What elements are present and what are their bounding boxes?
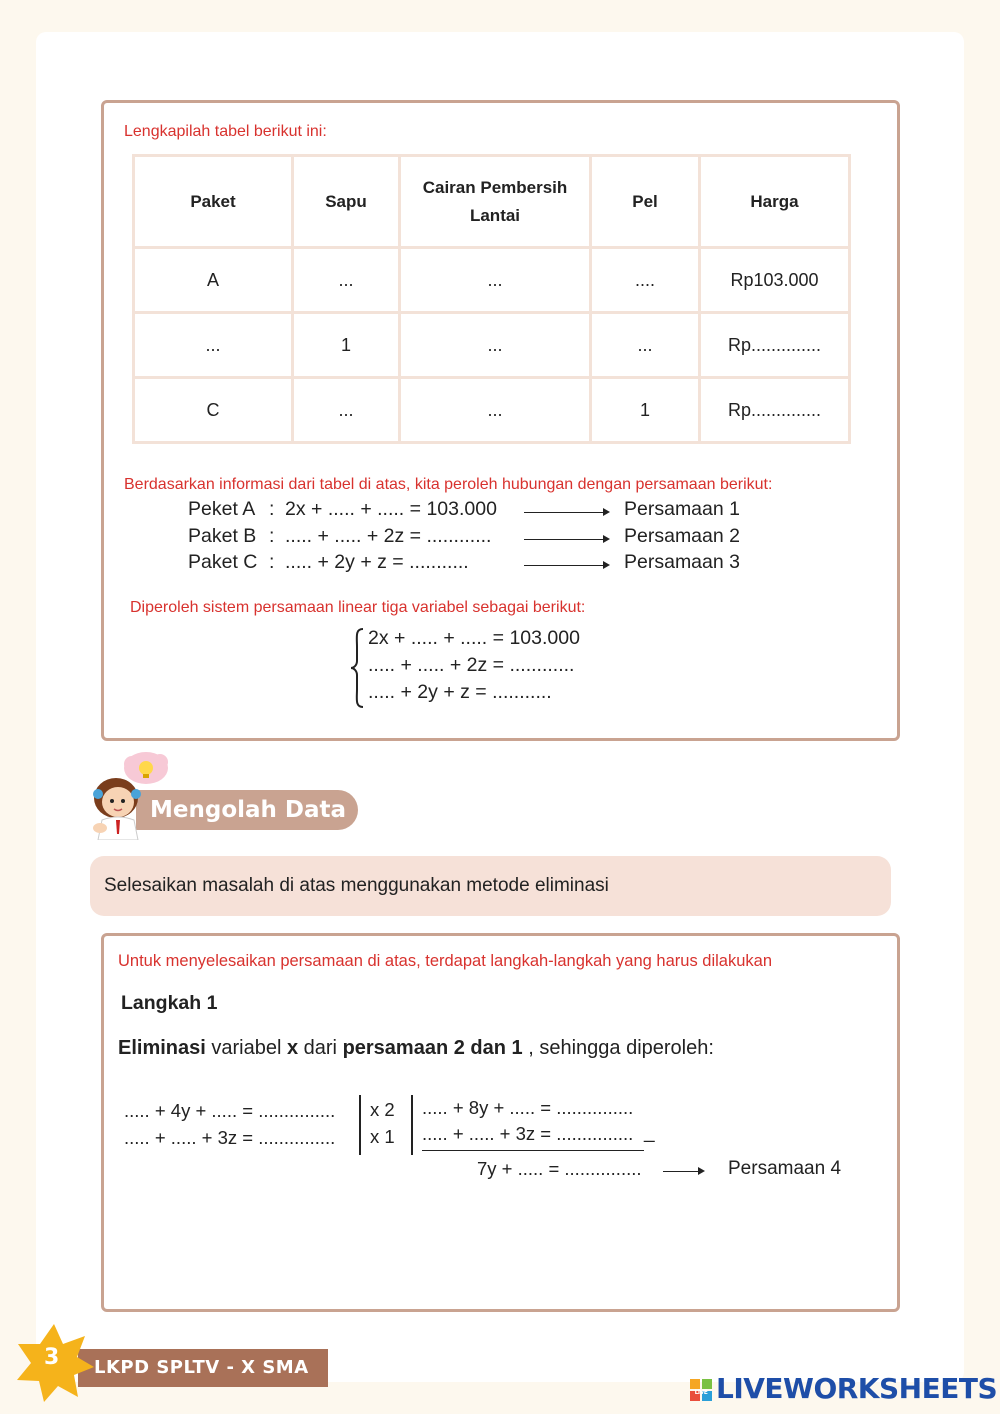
header-pel: Pel bbox=[591, 156, 700, 248]
relation-result-b: Persamaan 2 bbox=[624, 525, 740, 547]
cell-paket[interactable]: A bbox=[134, 248, 293, 313]
relation-expr-a[interactable]: 2x + ..... + ..... = 103.000 bbox=[285, 498, 497, 520]
cell-pel[interactable]: .... bbox=[591, 248, 700, 313]
table-row bbox=[134, 313, 850, 378]
multiplier-1: x 2 bbox=[370, 1099, 395, 1120]
cell-sapu[interactable]: 1 bbox=[293, 313, 400, 378]
cell-cairan[interactable]: ... bbox=[400, 378, 591, 443]
step-description bbox=[118, 1037, 714, 1060]
minus-sign: _ bbox=[644, 1122, 655, 1143]
relation-colon-c: : bbox=[269, 551, 275, 573]
system-brace-icon bbox=[349, 627, 365, 709]
relation-intro: Berdasarkan informasi dari tabel di atas, kita peroleh hubungan dengan persamaan berikut: bbox=[124, 476, 773, 493]
header-harga: Harga bbox=[700, 156, 850, 248]
relation-label-b: Paket B bbox=[188, 525, 257, 547]
relation-label-c: Paket C bbox=[188, 551, 258, 573]
table-row bbox=[134, 248, 850, 313]
cell-pel[interactable]: 1 bbox=[591, 378, 700, 443]
elimination-section-box bbox=[101, 933, 900, 1312]
relation-result-a: Persamaan 1 bbox=[624, 498, 740, 520]
header-cairan bbox=[400, 156, 591, 248]
steps-intro: Untuk menyelesaikan persamaan di atas, terdapat langkah-langkah yang harus dilakukan bbox=[118, 952, 772, 970]
cell-cairan[interactable]: ... bbox=[400, 248, 591, 313]
step-desc-text: , sehingga diperoleh: bbox=[522, 1037, 714, 1059]
relation-result-c: Persamaan 3 bbox=[624, 551, 740, 573]
table-section-box bbox=[101, 100, 900, 741]
relation-expr-b[interactable]: ..... + ..... + 2z = ............ bbox=[285, 525, 492, 547]
brand-mark-text: LIVE bbox=[694, 1389, 708, 1396]
step-desc-variable: x bbox=[286, 1037, 299, 1059]
step-desc-text: variabel bbox=[205, 1037, 287, 1059]
step-desc-eliminasi: Eliminasi bbox=[118, 1037, 206, 1059]
page-number: 3 bbox=[44, 1345, 60, 1370]
header-sapu: Sapu bbox=[293, 156, 400, 248]
right-eq-2[interactable]: ..... + ..... + 3z = ............... bbox=[422, 1123, 634, 1144]
system-eq-3[interactable]: ..... + 2y + z = ........... bbox=[368, 681, 552, 703]
liveworksheets-logo bbox=[690, 1370, 997, 1408]
right-eq-1[interactable]: ..... + 8y + ..... = ............... bbox=[422, 1097, 634, 1118]
footer-title: LKPD SPLTV - X SMA bbox=[78, 1349, 328, 1387]
arrow-icon bbox=[524, 539, 608, 540]
system-eq-2[interactable]: ..... + ..... + 2z = ............ bbox=[368, 654, 575, 676]
cell-sapu[interactable]: ... bbox=[293, 248, 400, 313]
left-eq-2[interactable]: ..... + ..... + 3z = ............... bbox=[124, 1127, 336, 1148]
header-cairan-line1: Cairan Pembersih bbox=[422, 177, 568, 197]
step-title: Langkah 1 bbox=[121, 992, 218, 1014]
brand-grid-icon bbox=[690, 1379, 712, 1401]
cell-harga[interactable]: Rp103.000 bbox=[700, 248, 850, 313]
table-header-row bbox=[134, 156, 850, 248]
relation-colon-a: : bbox=[269, 498, 275, 520]
arrow-icon bbox=[524, 565, 608, 566]
student-thinking-icon bbox=[88, 748, 176, 840]
table-row bbox=[134, 378, 850, 443]
cell-paket[interactable]: ... bbox=[134, 313, 293, 378]
system-intro: Diperoleh sistem persamaan linear tiga variabel sebagai berikut: bbox=[130, 599, 586, 616]
arrow-icon bbox=[524, 512, 608, 513]
result-eq[interactable]: 7y + ..... = ............... bbox=[477, 1158, 642, 1179]
step-desc-text: dari bbox=[298, 1037, 343, 1059]
result-label: Persamaan 4 bbox=[728, 1158, 842, 1179]
divider bbox=[359, 1095, 361, 1155]
table-instruction: Lengkapilah tabel berikut ini: bbox=[124, 123, 327, 140]
task-instruction: Selesaikan masalah di atas menggunakan metode eliminasi bbox=[90, 856, 891, 916]
system-eq-1[interactable]: 2x + ..... + ..... = 103.000 bbox=[368, 627, 580, 649]
multiplier-2: x 1 bbox=[370, 1126, 395, 1147]
relation-colon-b: : bbox=[269, 525, 275, 547]
sum-line bbox=[422, 1150, 644, 1151]
step-desc-equations: persamaan 2 dan 1 bbox=[342, 1037, 523, 1059]
brand-mark-icon bbox=[690, 1379, 712, 1401]
header-cairan-line2: Lantai bbox=[469, 205, 521, 225]
cell-pel[interactable]: ... bbox=[591, 313, 700, 378]
arrow-icon bbox=[663, 1171, 703, 1172]
cell-cairan[interactable]: ... bbox=[400, 313, 591, 378]
divider bbox=[411, 1095, 413, 1155]
package-table bbox=[132, 154, 851, 444]
cell-paket[interactable]: C bbox=[134, 378, 293, 443]
cell-sapu[interactable]: ... bbox=[293, 378, 400, 443]
cell-harga[interactable]: Rp.............. bbox=[700, 378, 850, 443]
cell-harga[interactable]: Rp.............. bbox=[700, 313, 850, 378]
relation-label-a: Peket A bbox=[188, 498, 256, 520]
section-title-mengolah-data: Mengolah Data bbox=[136, 790, 358, 830]
header-paket: Paket bbox=[134, 156, 293, 248]
left-eq-1[interactable]: ..... + 4y + ..... = ............... bbox=[124, 1100, 336, 1121]
brand-name: LIVEWORKSHEETS bbox=[716, 1372, 998, 1405]
relation-expr-c[interactable]: ..... + 2y + z = ........... bbox=[285, 551, 469, 573]
